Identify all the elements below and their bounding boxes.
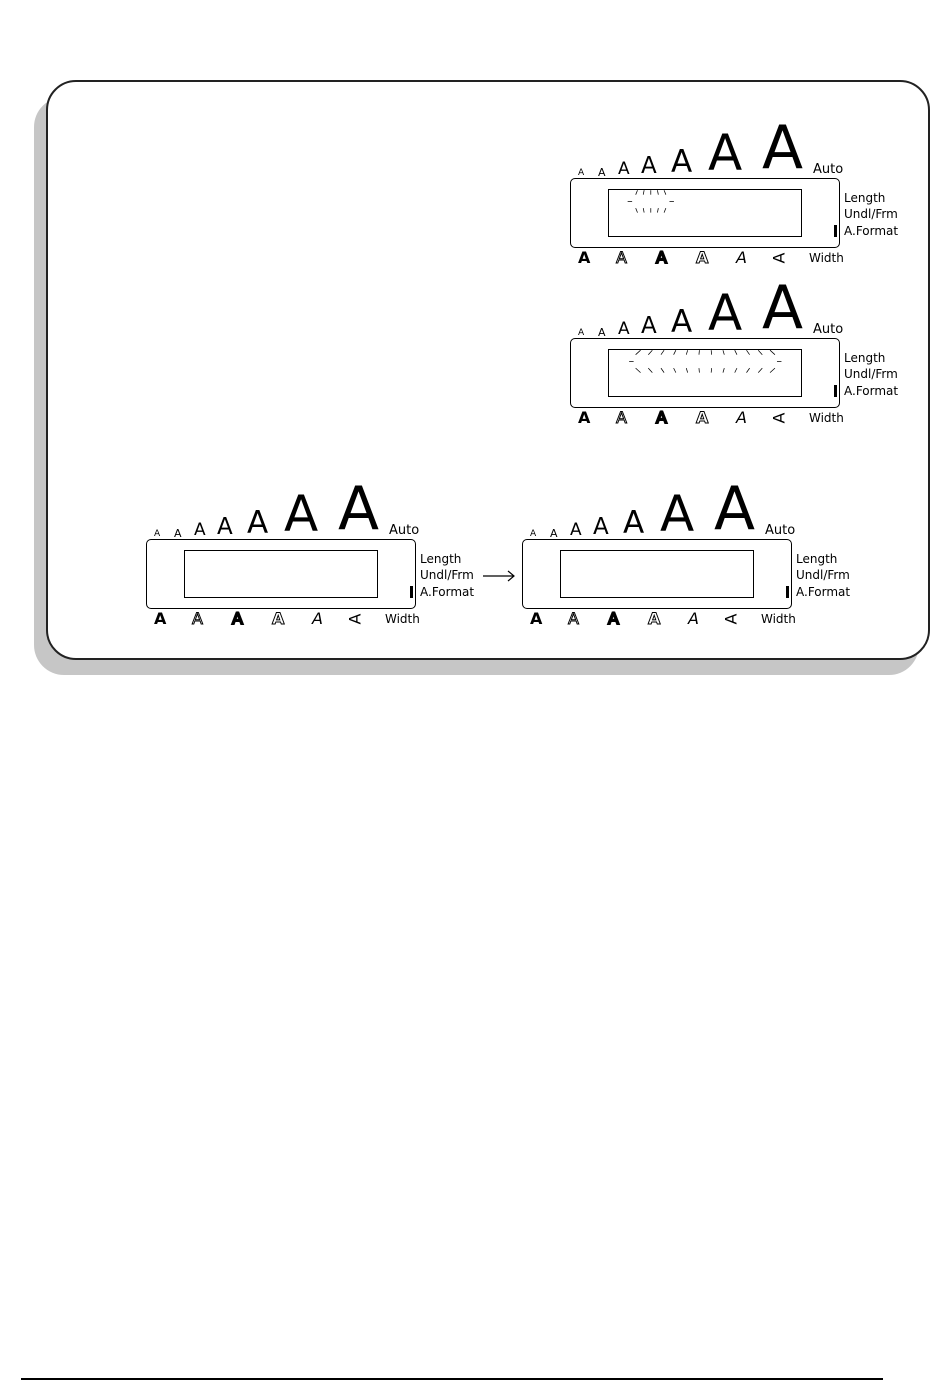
size-glyph: A (598, 326, 606, 339)
a-format-label: A.Format (796, 585, 851, 599)
undl-frm-label: Undl/Frm (420, 568, 474, 582)
style-glyph: A (769, 252, 789, 264)
style-glyph: A (530, 609, 543, 628)
style-glyph: A (688, 609, 699, 628)
size-glyph: A (578, 328, 585, 338)
style-glyph: A (192, 609, 203, 628)
size-glyph: A (593, 514, 609, 540)
size-glyph: A (708, 124, 743, 182)
lcd-frame (522, 539, 792, 609)
size-glyph: A (217, 514, 233, 540)
lcd-display-2 (570, 273, 899, 427)
lcd-frame (146, 539, 416, 609)
arrow-right-icon (482, 570, 516, 582)
style-glyph: A (696, 248, 709, 267)
length-label: Length (420, 552, 462, 566)
style-glyph: A (656, 408, 667, 427)
size-glyph: A (641, 153, 657, 179)
size-row (146, 474, 436, 544)
size-glyph: A (618, 159, 630, 179)
size-row (522, 474, 812, 544)
style-glyph: A (608, 609, 619, 628)
size-glyph: A (641, 313, 657, 339)
style-glyph: A (736, 408, 747, 427)
size-glyph: A (714, 474, 756, 544)
lcd-screen (560, 550, 754, 598)
size-row (570, 273, 860, 343)
lcd-display-3 (146, 474, 475, 628)
style-glyph: A (578, 248, 591, 267)
width-label: Width (761, 612, 796, 626)
length-label: Length (844, 351, 886, 365)
size-glyph: A (154, 529, 161, 539)
size-glyph: A (338, 474, 380, 544)
size-glyph: A (598, 166, 606, 179)
width-label: Width (809, 411, 844, 425)
lcd-screen (184, 550, 378, 598)
a-format-label: A.Format (844, 224, 899, 238)
size-glyph: A (618, 319, 630, 339)
indicator-bar (786, 586, 789, 598)
undl-frm-label: Undl/Frm (796, 568, 850, 582)
style-glyph: A (616, 248, 627, 267)
style-glyph: A (656, 248, 667, 267)
style-glyph: A (769, 412, 789, 424)
style-glyph: A (232, 609, 243, 628)
lcd-screen (608, 189, 802, 237)
size-glyph: A (623, 505, 645, 541)
lcd-display-4 (522, 474, 851, 628)
indicator-bar (410, 586, 413, 598)
size-glyph: A (550, 527, 558, 540)
size-glyph: A (284, 485, 319, 543)
auto-label: Auto (765, 523, 796, 538)
size-glyph: A (671, 304, 693, 340)
auto-label: Auto (389, 523, 420, 538)
size-glyph: A (174, 527, 182, 540)
size-glyph: A (578, 168, 585, 178)
length-label: Length (796, 552, 838, 566)
undl-frm-label: Undl/Frm (844, 207, 898, 221)
style-glyph: A (578, 408, 591, 427)
auto-label: Auto (813, 322, 844, 337)
style-glyph: A (312, 609, 323, 628)
size-glyph: A (762, 113, 804, 183)
size-glyph: A (194, 520, 206, 540)
size-glyph: A (247, 505, 269, 541)
size-row (570, 113, 860, 183)
size-glyph: A (762, 273, 804, 343)
width-label: Width (809, 251, 844, 265)
auto-label: Auto (813, 162, 844, 177)
width-label: Width (385, 612, 420, 626)
style-glyph: A (345, 613, 365, 625)
style-glyph: A (568, 609, 579, 628)
indicator-bar (834, 225, 837, 237)
size-glyph: A (671, 144, 693, 180)
lcd-frame (570, 338, 840, 408)
bottom-rule (21, 1378, 883, 1380)
a-format-label: A.Format (420, 585, 475, 599)
style-glyph: A (154, 609, 167, 628)
lcd-display-1 (570, 113, 899, 267)
size-glyph: A (530, 529, 537, 539)
style-glyph: A (648, 609, 661, 628)
style-glyph: A (616, 408, 627, 427)
style-glyph: A (272, 609, 285, 628)
style-glyph: A (721, 613, 741, 625)
style-glyph: A (736, 248, 747, 267)
indicator-bar (834, 385, 837, 397)
lcd-screen (608, 349, 802, 397)
style-glyph: A (696, 408, 709, 427)
size-glyph: A (570, 520, 582, 540)
size-glyph: A (660, 485, 695, 543)
undl-frm-label: Undl/Frm (844, 367, 898, 381)
a-format-label: A.Format (844, 384, 899, 398)
size-glyph: A (708, 284, 743, 342)
length-label: Length (844, 191, 886, 205)
lcd-frame (570, 178, 840, 248)
